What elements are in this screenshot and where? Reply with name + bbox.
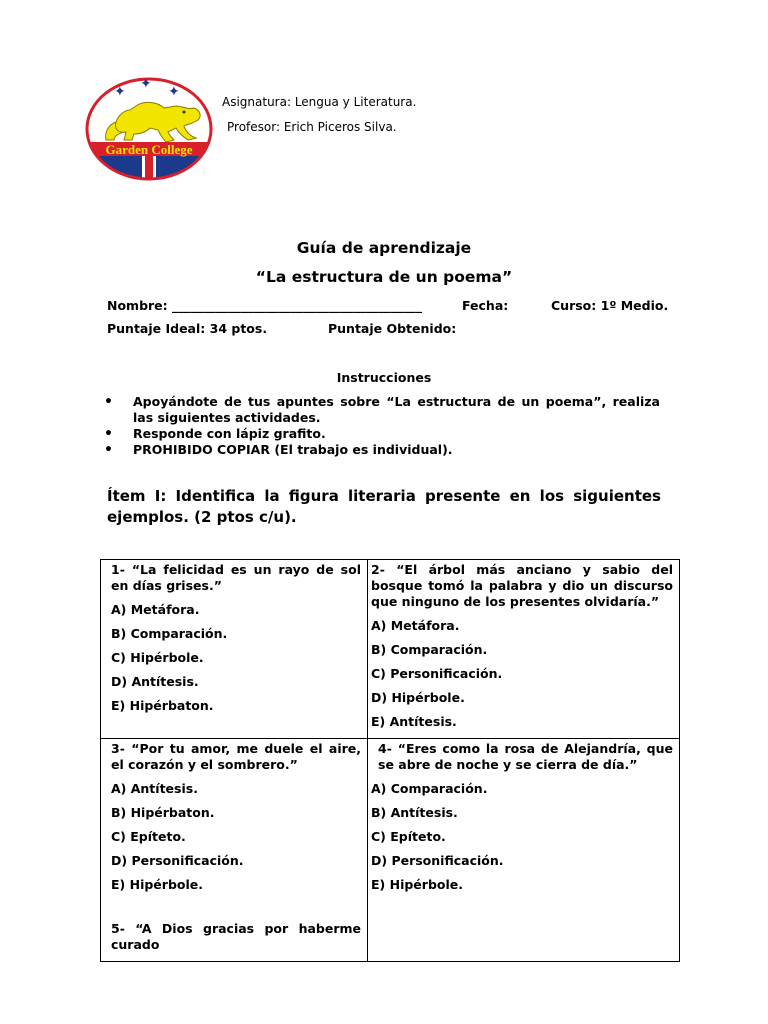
bullet-icon: • [104,442,113,458]
question-cell [101,739,368,962]
option-c[interactable]: C) Epíteto. [371,829,446,844]
option-a[interactable]: A) Metáfora. [111,602,200,617]
question-cell [368,560,680,739]
option-b[interactable]: B) Antítesis. [371,805,458,820]
question-cell [101,560,368,739]
obtained-score-field[interactable]: Puntaje Obtenido: [328,321,457,336]
page-subtitle: “La estructura de un poema” [255,268,513,286]
svg-text:✦: ✦ [168,84,180,100]
item-heading: Ítem I: Identifica la figura literaria presente en los siguientes ejemplos. (2 ptos c/u). [107,487,661,526]
question-text: 5- “A Dios gracias por haberme curado [111,921,361,952]
question-text: 4- “Eres como la rosa de Alejandría, que se abre de noche y se cierra de día.” [378,741,673,772]
teacher-label: Profesor: Erich Piceros Silva. [227,120,397,134]
question-text: 1- “La felicidad es un rayo de sol en días grises.” [111,562,361,593]
questions-table [100,559,680,962]
instructions-heading: Instrucciones [336,370,432,385]
option-d[interactable]: D) Personificación. [111,853,244,868]
option-a[interactable]: A) Comparación. [371,781,488,796]
page-title: Guía de aprendizaje [296,239,472,257]
question-text: 3- “Por tu amor, me duele el aire, el corazón y el sombrero.” [111,741,361,772]
logo-text: Garden College [105,142,193,157]
option-e[interactable]: E) Hipérbaton. [111,698,214,713]
list-item [104,394,660,426]
svg-text:✦: ✦ [114,84,126,100]
option-a[interactable]: A) Antítesis. [111,781,198,796]
subject-label: Asignatura: Lengua y Literatura. [222,95,417,109]
option-d[interactable]: D) Hipérbole. [371,690,465,705]
svg-text:✦: ✦ [140,76,152,92]
option-c[interactable]: C) Epíteto. [111,829,186,844]
list-item [104,442,660,458]
ideal-score-label: Puntaje Ideal: 34 ptos. [107,321,268,336]
instructions-list [104,394,660,458]
course-label: Curso: 1º Medio. [551,298,669,313]
bullet-icon: • [104,394,113,410]
option-d[interactable]: D) Personificación. [371,853,504,868]
option-b[interactable]: B) Hipérbaton. [111,805,215,820]
list-item [104,426,660,442]
option-e[interactable]: E) Antítesis. [371,714,457,729]
instruction-text: PROHIBIDO COPIAR (El trabajo es individual). [133,442,453,457]
option-b[interactable]: B) Comparación. [111,626,228,641]
instruction-text: Responde con lápiz grafito. [133,426,326,441]
option-c[interactable]: C) Hipérbole. [111,650,204,665]
question-text: 2- “El árbol más anciano y sabio del bosque tomó la palabra y dio un discurso que ninguno de los presentes olvidaría.” [371,562,673,609]
option-e[interactable]: E) Hipérbole. [111,877,203,892]
date-field[interactable]: Fecha: [462,298,509,313]
instruction-text: Apoyándote de tus apuntes sobre “La estructura de un poema”, realiza las siguientes actividades. [133,394,660,425]
school-logo [84,76,214,182]
name-field[interactable]: Nombre: ________________________________________ [107,298,423,313]
option-a[interactable]: A) Metáfora. [371,618,460,633]
option-c[interactable]: C) Personificación. [371,666,503,681]
question-cell [368,739,680,962]
option-b[interactable]: B) Comparación. [371,642,488,657]
bullet-icon: • [104,426,113,442]
option-e[interactable]: E) Hipérbole. [371,877,463,892]
option-d[interactable]: D) Antítesis. [111,674,199,689]
